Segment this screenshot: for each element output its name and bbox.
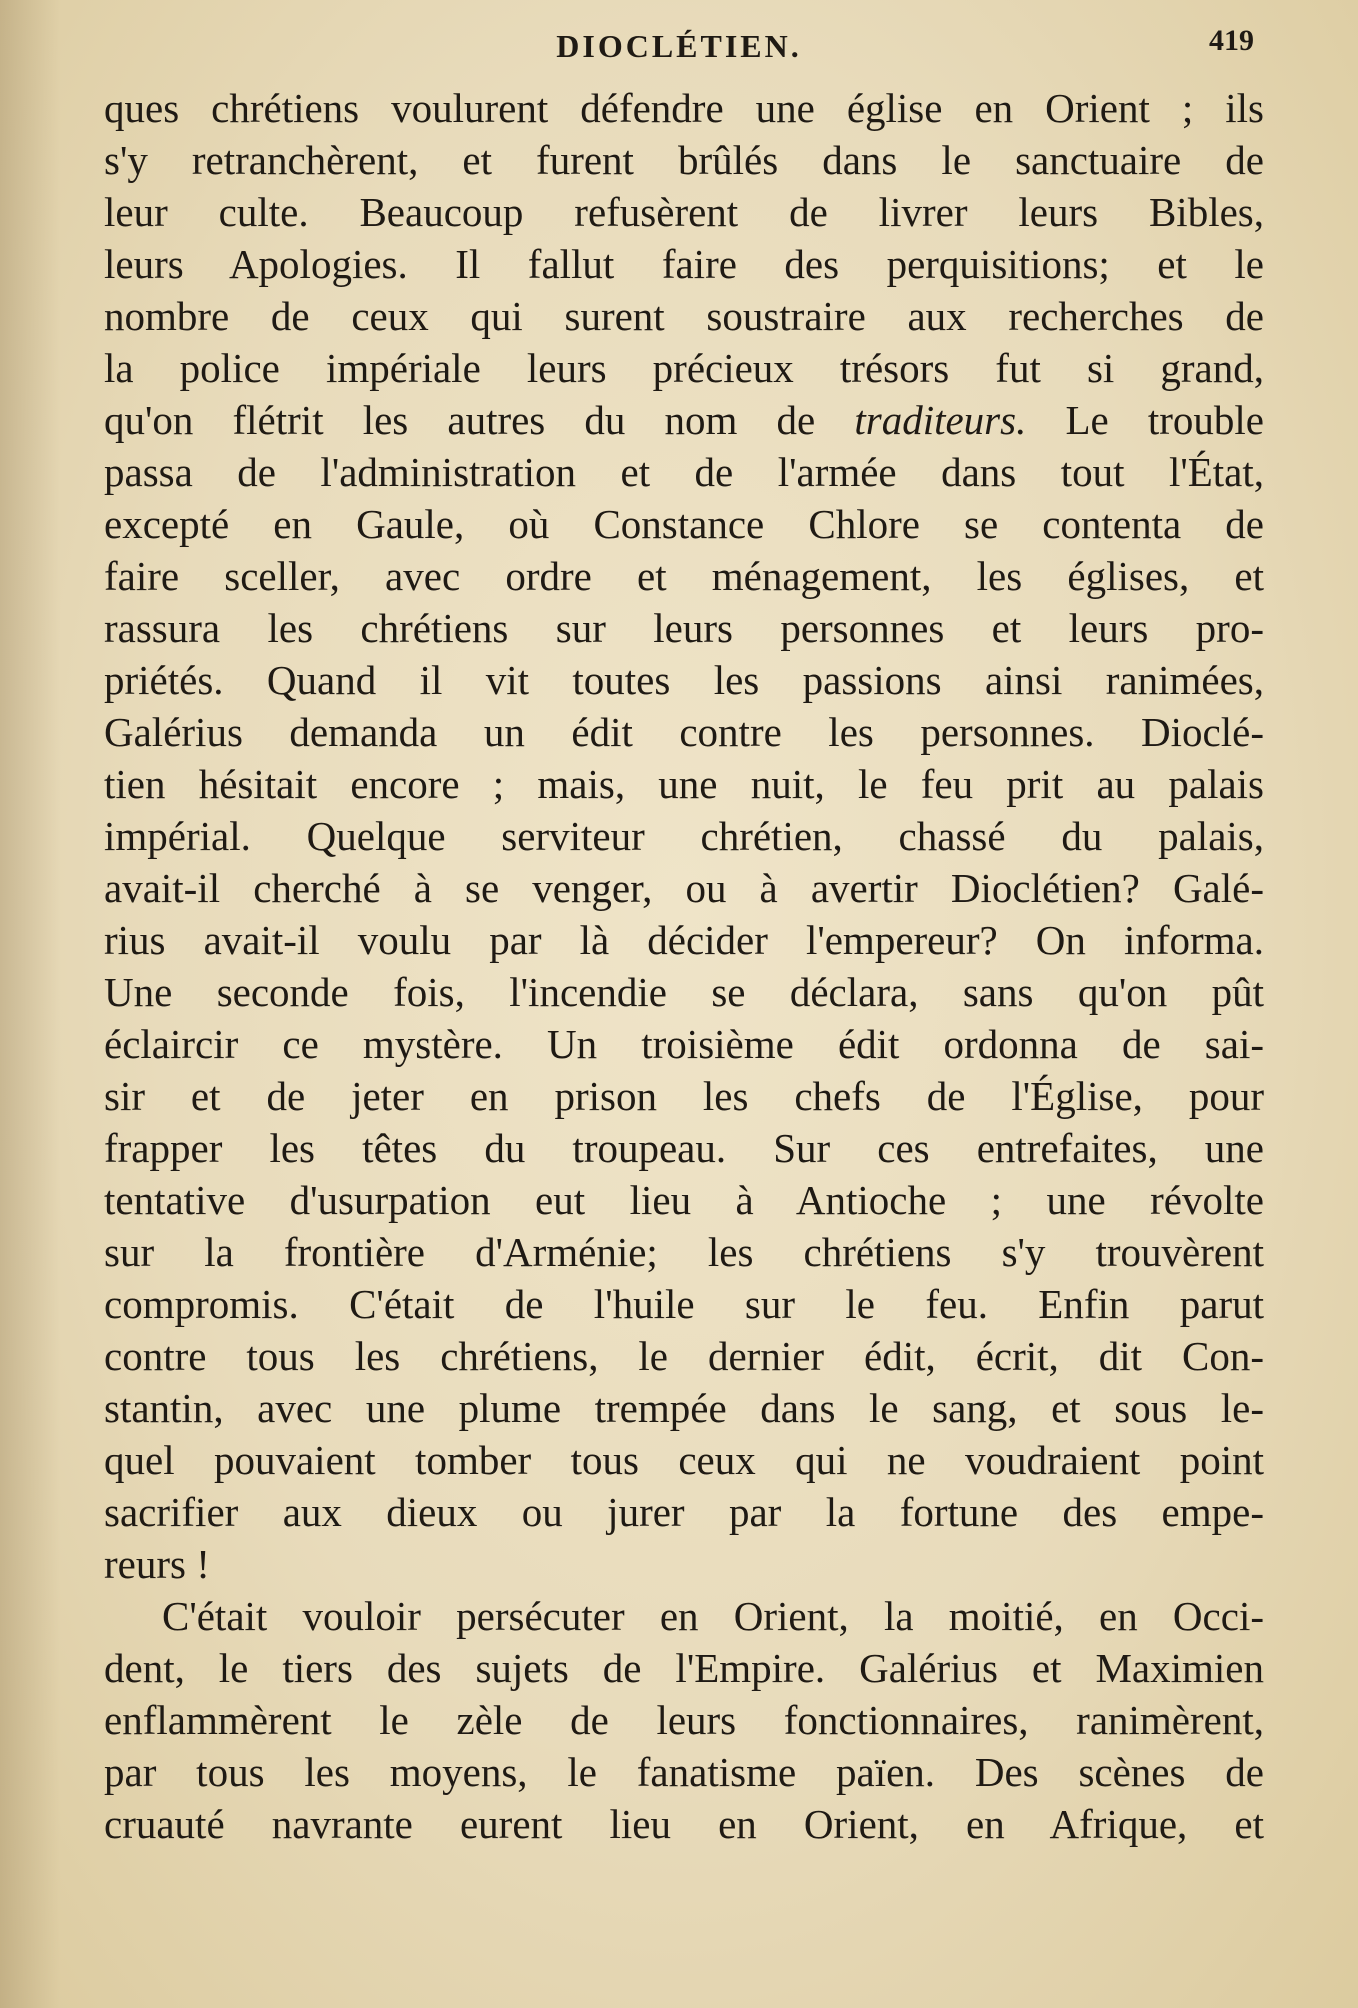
text-line: rassura les chrétiens sur leurs personnes et leurs pro-	[104, 605, 1264, 651]
text-line: dent, le tiers des sujets de l'Empire. Galérius et Maximien	[104, 1645, 1264, 1691]
text-line: excepté en Gaule, où Constance Chlore se contenta de	[104, 501, 1264, 547]
text-line: nombre de ceux qui surent soustraire aux recherches de	[104, 293, 1264, 339]
text-line	[104, 394, 1264, 446]
text-line: sacrifier aux dieux ou jurer par la fortune des empe-	[104, 1489, 1264, 1535]
running-head	[0, 24, 1358, 74]
text-line: la police impériale leurs précieux trésors fut si grand,	[104, 345, 1264, 391]
text-line: leurs Apologies. Il fallut faire des perquisitions; et le	[104, 241, 1264, 287]
text-line: éclaircir ce mystère. Un troisième édit ordonna de sai-	[104, 1021, 1264, 1067]
text-line: priétés. Quand il vit toutes les passions ainsi ranimées,	[104, 657, 1264, 703]
page-gutter-shadow	[0, 0, 60, 2008]
page-number: 419	[1209, 24, 1254, 57]
text-line: stantin, avec une plume trempée dans le sang, et sous le-	[104, 1385, 1264, 1431]
text-line: frapper les têtes du troupeau. Sur ces entrefaites, une	[104, 1125, 1264, 1171]
text-line: passa de l'administration et de l'armée dans tout l'État,	[104, 449, 1264, 495]
text-line: enflammèrent le zèle de leurs fonctionnaires, ranimèrent,	[104, 1697, 1264, 1743]
text-line: cruauté navrante eurent lieu en Orient, en Afrique, et	[104, 1801, 1264, 1847]
text-segment: Le trouble	[1065, 397, 1264, 443]
running-title: DIOCLÉTIEN.	[556, 28, 802, 64]
text-line: compromis. C'était de l'huile sur le feu. Enfin parut	[104, 1281, 1264, 1327]
italic-term: traditeurs.	[854, 397, 1027, 443]
text-line: tien hésitait encore ; mais, une nuit, le feu prit au palais	[104, 761, 1264, 807]
text-line: avait-il cherché à se venger, ou à avertir Dioclétien? Galé-	[104, 865, 1264, 911]
text-line: contre tous les chrétiens, le dernier édit, écrit, dit Con-	[104, 1333, 1264, 1379]
text-line: faire sceller, avec ordre et ménagement, les églises, et	[104, 553, 1264, 599]
text-line: s'y retranchèrent, et furent brûlés dans le sanctuaire de	[104, 137, 1264, 183]
text-line: quel pouvaient tomber tous ceux qui ne voudraient point	[104, 1437, 1264, 1483]
paragraph-first-line: C'était vouloir persécuter en Orient, la moitié, en Occi-	[162, 1593, 1264, 1639]
body-text	[104, 82, 1264, 1850]
text-line: tentative d'usurpation eut lieu à Antioche ; une révolte	[104, 1177, 1264, 1223]
text-segment: qu'on flétrit les autres du nom de	[104, 397, 816, 443]
text-line: par tous les moyens, le fanatisme païen. Des scènes de	[104, 1749, 1264, 1795]
text-line: sir et de jeter en prison les chefs de l'Église, pour	[104, 1073, 1264, 1119]
text-line: leur culte. Beaucoup refusèrent de livrer leurs Bibles,	[104, 189, 1264, 235]
text-line: rius avait-il voulu par là décider l'empereur? On informa.	[104, 917, 1264, 963]
text-line: ques chrétiens voulurent défendre une église en Orient ; ils	[104, 85, 1264, 131]
text-line: Galérius demanda un édit contre les personnes. Dioclé-	[104, 709, 1264, 755]
text-line: reurs !	[104, 1541, 210, 1587]
text-line: sur la frontière d'Arménie; les chrétiens s'y trouvèrent	[104, 1229, 1264, 1275]
text-line: impérial. Quelque serviteur chrétien, chassé du palais,	[104, 813, 1264, 859]
text-line: Une seconde fois, l'incendie se déclara, sans qu'on pût	[104, 969, 1264, 1015]
